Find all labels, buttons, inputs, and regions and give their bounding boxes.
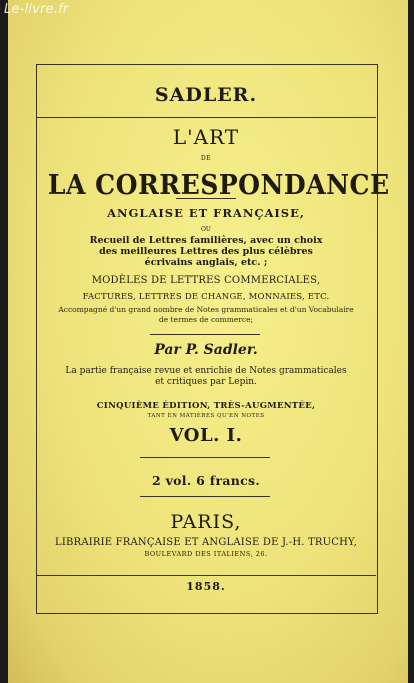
publication-year: 1858. [186, 580, 226, 593]
description-line: Recueil de Lettres familières, avec un choix [89, 235, 323, 246]
author-name: SADLER. [154, 84, 258, 106]
modeles-line: MODÈLES DE LETTRES COMMERCIALES, [91, 275, 321, 286]
bottom-divider [36, 575, 376, 576]
volume-number: VOL. I. [169, 425, 243, 446]
price-divider [140, 496, 270, 497]
top-divider [36, 117, 376, 118]
edition-line: CINQUIÈME ÉDITION, TRÈS-AUGMENTÉE, [96, 401, 316, 411]
title-de: DE [200, 155, 212, 162]
watermark-logo: Le-livre.fr [4, 2, 69, 17]
publisher-name: LIBRAIRIE FRANÇAISE ET ANGLAISE DE J.-H. TRUCHY, [55, 537, 357, 548]
title-prefix: L'ART [172, 125, 240, 149]
volume-divider [140, 457, 270, 458]
accompagne-line: Accompagné d'un grand nombre de Notes grammaticales et d'un Vocabulaire [58, 305, 354, 314]
description-line: des meilleures Lettres des plus célèbres [99, 246, 313, 257]
revision-note-line: La partie française revue et enrichie de Notes grammaticales [65, 366, 347, 376]
publication-city: PARIS, [170, 511, 242, 533]
description-line: écrivains anglais, etc. ; [144, 257, 268, 268]
factures-line: FACTURES, LETTRES DE CHANGE, MONNAIES, ETC. [82, 292, 330, 302]
edition-subline: TANT EN MATIÈRES QU'EN NOTES [147, 413, 265, 419]
subtitle: ANGLAISE ET FRANÇAISE, [107, 206, 305, 220]
accompagne-line: de termes de commerce; [158, 315, 254, 324]
price-line: 2 vol. 6 francs. [151, 473, 261, 488]
revision-note-line: et critiques par Lepin. [155, 377, 257, 387]
conjunction-ou: OU [201, 226, 211, 233]
main-title: LA CORRESPONDANCE [47, 170, 390, 201]
publisher-address: BOULEVARD DES ITALIENS, 26. [144, 550, 268, 558]
author-divider [150, 334, 260, 335]
author-signature: Par P. Sadler. [154, 342, 258, 358]
